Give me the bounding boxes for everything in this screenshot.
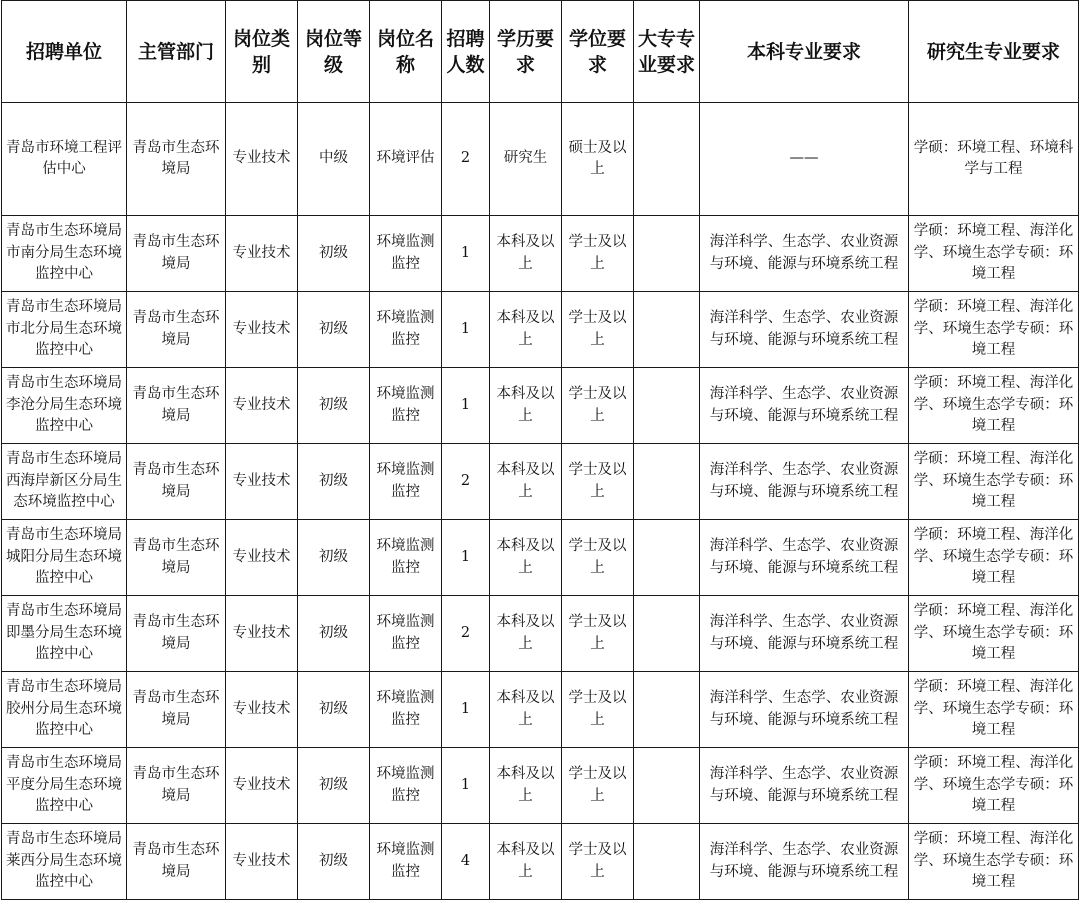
graduate-major-cell: 学硕：环境工程、海洋化学、环境生态学专硕：环境工程 [909, 444, 1079, 520]
category-cell: 专业技术 [226, 596, 298, 672]
header-unit: 招聘单位 [2, 1, 127, 103]
unit-cell: 青岛市生态环境局李沧分局生态环境监控中心 [2, 368, 127, 444]
bachelor-major-cell: —— [700, 103, 909, 216]
education-cell: 本科及以上 [490, 596, 562, 672]
dept-cell: 青岛市生态环境局 [127, 824, 226, 900]
education-cell: 本科及以上 [490, 216, 562, 292]
college-major-cell [634, 824, 700, 900]
count-cell: 1 [442, 216, 490, 292]
recruitment-table [1, 0, 1079, 900]
count-cell: 4 [442, 824, 490, 900]
category-cell: 专业技术 [226, 292, 298, 368]
bachelor-major-cell: 海洋科学、生态学、农业资源与环境、能源与环境系统工程 [700, 672, 909, 748]
table-row [2, 824, 1079, 900]
education-cell: 本科及以上 [490, 292, 562, 368]
header-graduate-major: 研究生专业要求 [909, 1, 1079, 103]
category-cell: 专业技术 [226, 672, 298, 748]
degree-cell: 学士及以上 [562, 368, 634, 444]
header-bachelor-major: 本科专业要求 [700, 1, 909, 103]
graduate-major-cell: 学硕：环境工程、海洋化学、环境生态学专硕：环境工程 [909, 292, 1079, 368]
education-cell: 本科及以上 [490, 672, 562, 748]
header-position: 岗位名称 [370, 1, 442, 103]
dept-cell: 青岛市生态环境局 [127, 368, 226, 444]
college-major-cell [634, 596, 700, 672]
college-major-cell [634, 672, 700, 748]
category-cell: 专业技术 [226, 368, 298, 444]
count-cell: 1 [442, 368, 490, 444]
graduate-major-cell: 学硕：环境工程、海洋化学、环境生态学专硕：环境工程 [909, 824, 1079, 900]
education-cell: 本科及以上 [490, 444, 562, 520]
college-major-cell [634, 520, 700, 596]
level-cell: 初级 [298, 596, 370, 672]
degree-cell: 学士及以上 [562, 748, 634, 824]
degree-cell: 学士及以上 [562, 520, 634, 596]
education-cell: 本科及以上 [490, 824, 562, 900]
count-cell: 2 [442, 444, 490, 520]
count-cell: 1 [442, 520, 490, 596]
header-dept: 主管部门 [127, 1, 226, 103]
header-education: 学历要求 [490, 1, 562, 103]
count-cell: 1 [442, 748, 490, 824]
level-cell: 初级 [298, 368, 370, 444]
position-cell: 环境监测监控 [370, 368, 442, 444]
college-major-cell [634, 292, 700, 368]
table-row [2, 596, 1079, 672]
education-cell: 研究生 [490, 103, 562, 216]
dept-cell: 青岛市生态环境局 [127, 596, 226, 672]
level-cell: 中级 [298, 103, 370, 216]
position-cell: 环境监测监控 [370, 216, 442, 292]
dept-cell: 青岛市生态环境局 [127, 748, 226, 824]
table-row [2, 520, 1079, 596]
table-row [2, 292, 1079, 368]
table-row [2, 103, 1079, 216]
category-cell: 专业技术 [226, 520, 298, 596]
category-cell: 专业技术 [226, 824, 298, 900]
bachelor-major-cell: 海洋科学、生态学、农业资源与环境、能源与环境系统工程 [700, 748, 909, 824]
level-cell: 初级 [298, 672, 370, 748]
education-cell: 本科及以上 [490, 748, 562, 824]
position-cell: 环境监测监控 [370, 596, 442, 672]
unit-cell: 青岛市生态环境局城阳分局生态环境监控中心 [2, 520, 127, 596]
graduate-major-cell: 学硕：环境工程、海洋化学、环境生态学专硕：环境工程 [909, 216, 1079, 292]
unit-cell: 青岛市生态环境局胶州分局生态环境监控中心 [2, 672, 127, 748]
position-cell: 环境监测监控 [370, 824, 442, 900]
dept-cell: 青岛市生态环境局 [127, 292, 226, 368]
graduate-major-cell: 学硕：环境工程、海洋化学、环境生态学专硕：环境工程 [909, 596, 1079, 672]
bachelor-major-cell: 海洋科学、生态学、农业资源与环境、能源与环境系统工程 [700, 596, 909, 672]
unit-cell: 青岛市生态环境局即墨分局生态环境监控中心 [2, 596, 127, 672]
position-cell: 环境监测监控 [370, 444, 442, 520]
table-row [2, 444, 1079, 520]
count-cell: 1 [442, 672, 490, 748]
level-cell: 初级 [298, 216, 370, 292]
position-cell: 环境评估 [370, 103, 442, 216]
header-degree: 学位要求 [562, 1, 634, 103]
dept-cell: 青岛市生态环境局 [127, 520, 226, 596]
position-cell: 环境监测监控 [370, 748, 442, 824]
graduate-major-cell: 学硕：环境工程、海洋化学、环境生态学专硕：环境工程 [909, 748, 1079, 824]
degree-cell: 学士及以上 [562, 596, 634, 672]
degree-cell: 学士及以上 [562, 444, 634, 520]
table-row [2, 672, 1079, 748]
level-cell: 初级 [298, 292, 370, 368]
table-row [2, 368, 1079, 444]
education-cell: 本科及以上 [490, 368, 562, 444]
graduate-major-cell: 学硕：环境工程、海洋化学、环境生态学专硕：环境工程 [909, 520, 1079, 596]
dept-cell: 青岛市生态环境局 [127, 444, 226, 520]
dept-cell: 青岛市生态环境局 [127, 103, 226, 216]
level-cell: 初级 [298, 520, 370, 596]
level-cell: 初级 [298, 824, 370, 900]
unit-cell: 青岛市生态环境局市北分局生态环境监控中心 [2, 292, 127, 368]
college-major-cell [634, 103, 700, 216]
bachelor-major-cell: 海洋科学、生态学、农业资源与环境、能源与环境系统工程 [700, 520, 909, 596]
graduate-major-cell: 学硕：环境工程、海洋化学、环境生态学专硕：环境工程 [909, 368, 1079, 444]
table-header-row [2, 1, 1079, 103]
bachelor-major-cell: 海洋科学、生态学、农业资源与环境、能源与环境系统工程 [700, 444, 909, 520]
level-cell: 初级 [298, 444, 370, 520]
degree-cell: 学士及以上 [562, 292, 634, 368]
dept-cell: 青岛市生态环境局 [127, 216, 226, 292]
education-cell: 本科及以上 [490, 520, 562, 596]
count-cell: 2 [442, 596, 490, 672]
position-cell: 环境监测监控 [370, 520, 442, 596]
dept-cell: 青岛市生态环境局 [127, 672, 226, 748]
header-college-major: 大专专业要求 [634, 1, 700, 103]
bachelor-major-cell: 海洋科学、生态学、农业资源与环境、能源与环境系统工程 [700, 292, 909, 368]
position-cell: 环境监测监控 [370, 292, 442, 368]
header-level: 岗位等级 [298, 1, 370, 103]
bachelor-major-cell: 海洋科学、生态学、农业资源与环境、能源与环境系统工程 [700, 368, 909, 444]
category-cell: 专业技术 [226, 216, 298, 292]
graduate-major-cell: 学硕：环境工程、海洋化学、环境生态学专硕：环境工程 [909, 672, 1079, 748]
bachelor-major-cell: 海洋科学、生态学、农业资源与环境、能源与环境系统工程 [700, 824, 909, 900]
header-count: 招聘人数 [442, 1, 490, 103]
level-cell: 初级 [298, 748, 370, 824]
degree-cell: 学士及以上 [562, 216, 634, 292]
table-row [2, 748, 1079, 824]
header-category: 岗位类别 [226, 1, 298, 103]
unit-cell: 青岛市生态环境局平度分局生态环境监控中心 [2, 748, 127, 824]
degree-cell: 硕士及以上 [562, 103, 634, 216]
unit-cell: 青岛市生态环境局莱西分局生态环境监控中心 [2, 824, 127, 900]
category-cell: 专业技术 [226, 748, 298, 824]
degree-cell: 学士及以上 [562, 824, 634, 900]
college-major-cell [634, 444, 700, 520]
position-cell: 环境监测监控 [370, 672, 442, 748]
college-major-cell [634, 368, 700, 444]
college-major-cell [634, 748, 700, 824]
college-major-cell [634, 216, 700, 292]
count-cell: 1 [442, 292, 490, 368]
unit-cell: 青岛市环境工程评估中心 [2, 103, 127, 216]
unit-cell: 青岛市生态环境局市南分局生态环境监控中心 [2, 216, 127, 292]
category-cell: 专业技术 [226, 444, 298, 520]
graduate-major-cell: 学硕：环境工程、环境科学与工程 [909, 103, 1079, 216]
table-row [2, 216, 1079, 292]
bachelor-major-cell: 海洋科学、生态学、农业资源与环境、能源与环境系统工程 [700, 216, 909, 292]
category-cell: 专业技术 [226, 103, 298, 216]
degree-cell: 学士及以上 [562, 672, 634, 748]
unit-cell: 青岛市生态环境局西海岸新区分局生态环境监控中心 [2, 444, 127, 520]
count-cell: 2 [442, 103, 490, 216]
